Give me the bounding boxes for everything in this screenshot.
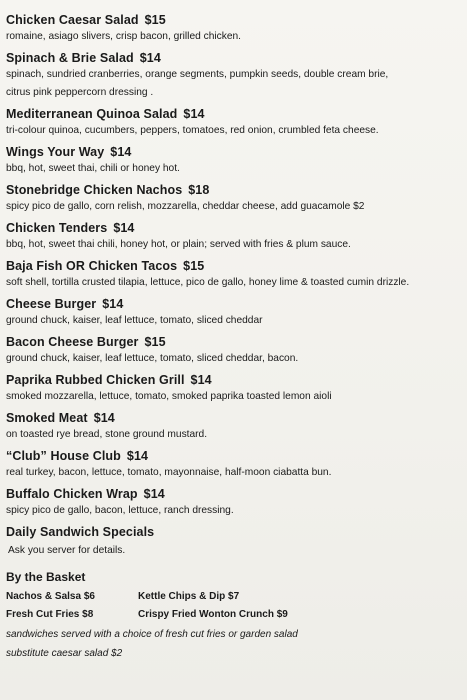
basket-entry: Crispy Fried Wonton Crunch $9 (138, 609, 288, 620)
item-price: $14 (93, 411, 115, 425)
item-name: Spinach & Brie Salad (6, 51, 134, 65)
item-price: $14 (126, 449, 149, 463)
menu-item (6, 334, 461, 366)
menu-item (6, 448, 461, 480)
item-description: soft shell, tortilla crusted tilapia, lettuce, pico de gallo, honey lime & toasted cumin drizzle. (6, 277, 410, 288)
item-description: smoked mozzarella, lettuce, tomato, smoked paprika toasted lemon aioli (6, 391, 332, 402)
basket-section (6, 568, 461, 662)
basket-note: sandwiches served with a choice of fresh cut fries or garden salad (6, 629, 298, 640)
item-description: spicy pico de gallo, corn relish, mozzarella, cheddar cheese, add guacamole $2 (6, 201, 365, 212)
item-name: Mediterranean Quinoa Salad (6, 107, 178, 121)
item-name: Baja Fish OR Chicken Tacos (6, 259, 178, 273)
item-price: $18 (188, 183, 210, 197)
item-description: ground chuck, kaiser, leaf lettuce, tomato, sliced cheddar, bacon. (6, 353, 299, 364)
menu-list (6, 12, 461, 662)
item-price: $14 (113, 221, 135, 235)
menu-item (6, 50, 461, 100)
item-name: Chicken Caesar Salad (6, 13, 139, 27)
item-price: $15 (144, 335, 166, 349)
item-description: tri-colour quinoa, cucumbers, peppers, tomatoes, red onion, crumbled feta cheese. (6, 125, 379, 136)
item-name: Bacon Cheese Burger (6, 335, 139, 349)
basket-note: substitute caesar salad $2 (6, 648, 123, 659)
basket-grid (6, 589, 461, 622)
menu-item (6, 372, 461, 404)
specials-description: Ask you server for details. (8, 545, 126, 556)
basket-entry: Fresh Cut Fries $8 (6, 609, 94, 620)
menu-item (6, 220, 461, 252)
item-price: $14 (143, 487, 165, 501)
item-description: spinach, sundried cranberries, orange segments, pumpkin seeds, double cream brie, (6, 69, 389, 80)
menu-item (6, 258, 461, 290)
menu-item (6, 12, 461, 44)
item-name: Buffalo Chicken Wrap (6, 487, 138, 501)
item-description: real turkey, bacon, lettuce, tomato, mayonnaise, half-moon ciabatta bun. (6, 467, 332, 478)
item-name: Wings Your Way (6, 145, 105, 159)
basket-entry: Kettle Chips & Dip $7 (138, 591, 240, 602)
item-price: $14 (190, 373, 212, 387)
menu-item (6, 410, 461, 442)
basket-title: By the Basket (6, 570, 86, 584)
item-description: bbq, hot, sweet thai, chili or honey hot. (6, 163, 180, 174)
menu-item (6, 296, 461, 328)
item-price: $14 (139, 51, 161, 65)
specials-title: Daily Sandwich Specials (6, 525, 155, 539)
basket-entry: Nachos & Salsa $6 (6, 591, 95, 602)
menu-item (6, 144, 461, 176)
item-description-line2: citrus pink peppercorn dressing . (6, 87, 154, 98)
item-price: $14 (183, 107, 205, 121)
item-name: “Club” House Club (6, 449, 121, 463)
menu-item (6, 486, 461, 518)
menu-item (6, 182, 461, 214)
item-description: on toasted rye bread, stone ground mustard. (6, 429, 208, 440)
item-description: romaine, asiago slivers, crisp bacon, grilled chicken. (6, 31, 241, 42)
item-price: $15 (144, 13, 166, 27)
item-price: $15 (183, 259, 205, 273)
menu-item (6, 106, 461, 138)
specials-section (6, 524, 461, 558)
item-description: spicy pico de gallo, bacon, lettuce, ranch dressing. (6, 505, 234, 516)
item-price: $14 (110, 145, 132, 159)
item-name: Stonebridge Chicken Nachos (6, 183, 183, 197)
item-description: bbq, hot, sweet thai chili, honey hot, or plain; served with fries & plum sauce. (6, 239, 351, 250)
item-name: Smoked Meat (6, 411, 88, 425)
item-name: Chicken Tenders (6, 221, 108, 235)
item-name: Cheese Burger (6, 297, 97, 311)
item-price: $14 (102, 297, 124, 311)
item-description: ground chuck, kaiser, leaf lettuce, tomato, sliced cheddar (6, 315, 263, 326)
item-name: Paprika Rubbed Chicken Grill (6, 373, 185, 387)
